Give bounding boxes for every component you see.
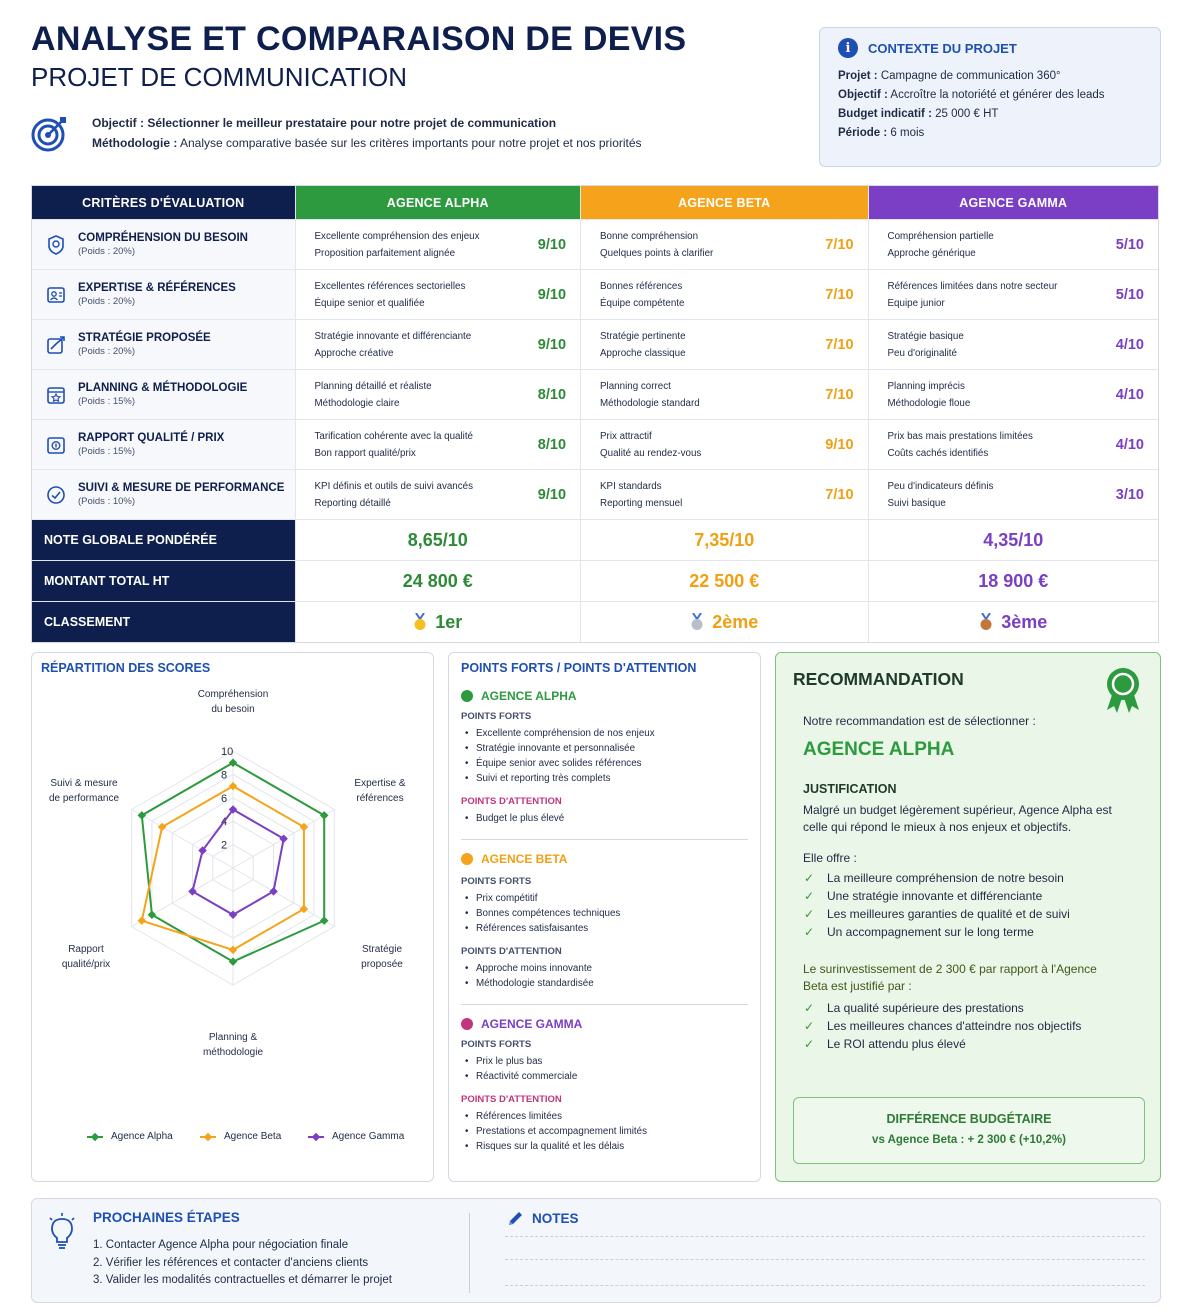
criterion-cell: [32, 470, 296, 519]
context-box: [819, 27, 1161, 167]
alpha-score: 9/10: [537, 336, 567, 353]
radar-series-2: [192, 810, 283, 915]
summary-row-weighted: [32, 520, 1158, 561]
warnings-label: POINTS D'ATTENTION: [461, 796, 562, 807]
page-subtitle: PROJET DE COMMUNICATION: [31, 62, 408, 92]
criterion-name: SUIVI & MESURE DE PERFORMANCE: [78, 482, 285, 494]
axis-label-2: Stratégie proposée: [361, 944, 403, 970]
list-item: • Réactivité commerciale: [461, 1069, 748, 1084]
gamma-points: AGENCE GAMMA POINTS FORTS • Prix le plus bas • Réactivité commerciale POINTS D'ATTENTION • Références limitées • Prestations et accompagnement limités • Risques sur la qualité et les délais: [461, 1017, 748, 1154]
context-title: CONTEXTE DU PROJET: [868, 40, 1017, 56]
summary-label: CLASSEMENT: [32, 602, 296, 642]
points-panel: [448, 652, 761, 1182]
budget-difference-box: [793, 1097, 1145, 1164]
legend-beta-marker: [200, 1132, 216, 1142]
criterion-cell: [32, 320, 296, 369]
radar-title: RÉPARTITION DES SCORES: [41, 661, 211, 675]
expertise-icon: [46, 285, 66, 305]
beta-weighted: 7,35/10: [581, 520, 868, 560]
list-item: ✓ La meilleure compréhension de notre besoin: [801, 869, 1143, 887]
list-item: • Bonnes compétences techniques: [461, 906, 748, 921]
divider: [469, 1213, 470, 1293]
alpha-rank: 1er: [296, 602, 581, 642]
beta-score: 7/10: [825, 236, 854, 253]
alpha-cell: Excellentes références sectorielles Équipe senior et qualifiée 9/10: [296, 270, 582, 319]
performance-icon: [46, 485, 66, 505]
info-icon: i: [838, 38, 858, 58]
next-steps-panel: [31, 1198, 1161, 1303]
planning-icon: [46, 385, 66, 405]
criterion-weight: (Poids : 15%): [78, 446, 136, 457]
criterion-cell: [32, 220, 296, 269]
summary-label: MONTANT TOTAL HT: [32, 561, 296, 601]
radar-point: [229, 946, 237, 954]
strengths-label: POINTS FORTS: [461, 876, 532, 887]
radar-point: [229, 782, 237, 790]
page-title: ANALYSE ET COMPARAISON DE DEVIS: [31, 20, 687, 58]
gamma-cell: Planning imprécis Méthodologie floue 4/10: [887, 380, 1144, 409]
list-item: ✓ La qualité supérieure des prestations: [801, 999, 1143, 1017]
gamma-score: 5/10: [1115, 236, 1144, 253]
bronze-medal-icon: [979, 613, 993, 631]
beta-score: 7/10: [825, 336, 854, 353]
criterion-name: STRATÉGIE PROPOSÉE: [78, 332, 211, 344]
list-item: • Prix compétitif: [461, 891, 748, 906]
criterion-cell: [32, 370, 296, 419]
list-item: • Méthodologie standardisée: [461, 976, 748, 991]
offer-list: [801, 869, 1143, 941]
gamma-score: 3/10: [1115, 486, 1144, 503]
gamma-cell: Peu d'indicateurs définis Suivi basique 3/10: [887, 480, 1144, 509]
radar-point: [300, 823, 308, 831]
quality-price-icon: [46, 435, 66, 455]
alpha-score: 9/10: [537, 236, 567, 253]
gamma-strengths: [461, 1054, 748, 1084]
budget-difference-title: DIFFÉRENCE BUDGÉTAIRE: [886, 1112, 1052, 1126]
radar-point: [229, 758, 237, 766]
radar-point: [138, 916, 146, 924]
gamma-score: 4/10: [1115, 386, 1144, 403]
radar-tick-label: 8: [221, 769, 228, 782]
list-item: ✓ Un accompagnement sur le long terme: [801, 923, 1143, 941]
strengths-label: POINTS FORTS: [461, 711, 532, 722]
legend-beta: Agence Beta: [200, 1131, 281, 1142]
budget-difference-value: vs Agence Beta : + 2 300 € (+10,2%): [872, 1134, 1066, 1146]
beta-cell: Planning correct Méthodologie standard 7/10: [581, 370, 869, 419]
radar-point: [188, 887, 196, 895]
beta-warnings: [461, 961, 748, 991]
axis-label-0: Compréhension du besoin: [197, 689, 269, 715]
next-steps-title: PROCHAINES ÉTAPES: [93, 1210, 240, 1225]
recommendation-title: RECOMMANDATION: [793, 669, 964, 689]
list-item: ✓ Une stratégie innovante et différenciante: [801, 887, 1143, 905]
radar-series-1: [142, 786, 304, 950]
axis-label-1: Expertise & références: [354, 778, 406, 804]
radar-spoke: [233, 868, 334, 927]
radar-point: [269, 887, 277, 895]
pencil-icon: [506, 1210, 524, 1228]
list-item: • Références limitées: [461, 1109, 748, 1124]
gamma-score: 4/10: [1115, 336, 1144, 353]
alpha-score: 9/10: [537, 486, 567, 503]
alpha-score: 8/10: [537, 386, 567, 403]
list-item: • Équipe senior avec solides références: [461, 756, 748, 771]
criterion-name: RAPPORT QUALITÉ / PRIX: [78, 432, 225, 444]
reasons-list: [801, 999, 1143, 1053]
axis-label-3: Planning & méthodologie: [202, 1032, 264, 1058]
understanding-icon: [46, 235, 66, 255]
step-item: 1. Contacter Agence Alpha pour négociation finale: [93, 1239, 349, 1251]
header-beta: AGENCE BETA: [581, 186, 868, 219]
radar-point: [320, 916, 328, 924]
header-criteria: CRITÈRES D'ÉVALUATION: [32, 186, 296, 219]
gamma-rank: 3ème: [869, 602, 1158, 642]
beta-dot-icon: [461, 853, 473, 865]
divider: [461, 839, 748, 840]
alpha-score: 8/10: [537, 436, 567, 453]
justification-text: Malgré un budget légèrement supérieur, Agence Alpha est celle qui répond le mieux à nos enjeux et objectifs.: [803, 803, 1112, 834]
alpha-warnings: [461, 811, 748, 826]
context-row-budget: Budget indicatif : 25 000 € HT: [838, 108, 999, 120]
gamma-cell: Prix bas mais prestations limitées Coûts cachés identifiés 4/10: [887, 430, 1144, 459]
context-row-objective: Objectif : Accroître la notoriété et générer des leads: [838, 89, 1105, 101]
gamma-amount: 18 900 €: [978, 570, 1049, 591]
target-icon: [30, 113, 70, 153]
alpha-strengths: [461, 726, 748, 786]
alpha-score: 9/10: [537, 286, 567, 303]
alpha-cell: Tarification cohérente avec la qualité Bon rapport qualité/prix 8/10: [296, 420, 582, 469]
beta-amount: 22 500 €: [581, 561, 868, 601]
beta-score: 9/10: [825, 436, 854, 453]
alpha-weighted: 8,65/10: [296, 520, 581, 560]
radar-tick-label: 10: [221, 746, 234, 758]
criterion-weight: (Poids : 15%): [78, 396, 136, 407]
list-item: ✓ Les meilleures garanties de qualité et de suivi: [801, 905, 1143, 923]
header-gamma: AGENCE GAMMA: [869, 186, 1158, 219]
gamma-dot-icon: [461, 1018, 473, 1030]
strategy-icon: [46, 335, 66, 355]
axis-label-4: Rapport qualité/prix: [61, 944, 111, 970]
table-row: [32, 470, 1158, 520]
gamma-cell: Compréhension partielle Approche générique 5/10: [887, 230, 1144, 259]
axis-label-5: Suivi & mesure de performance: [48, 778, 120, 804]
gamma-cell: Stratégie basique Peu d'originalité 4/10: [887, 330, 1144, 359]
over-investment-text: Le surinvestissement de 2 300 € par rapport à l'Agence Beta est justifié par :: [803, 962, 1097, 993]
recommendation-panel: [775, 652, 1161, 1182]
legend-alpha-marker: [87, 1132, 103, 1142]
list-item: • Risques sur la qualité et les délais: [461, 1139, 748, 1154]
summary-label: NOTE GLOBALE PONDÉRÉE: [32, 520, 296, 560]
radar-point: [300, 905, 308, 913]
criterion-cell: [32, 270, 296, 319]
gamma-cell: Références limitées dans notre secteur Equipe junior 5/10: [887, 280, 1144, 309]
step-item: 2. Vérifier les références et contacter d'anciens clients: [93, 1256, 369, 1269]
alpha-dot-icon: [461, 690, 473, 702]
alpha-cell: Stratégie innovante et différenciante Approche créative 9/10: [296, 320, 582, 369]
beta-strengths: [461, 891, 748, 936]
warnings-label: POINTS D'ATTENTION: [461, 946, 562, 957]
list-item: • Prestations et accompagnement limités: [461, 1124, 748, 1139]
beta-points: AGENCE BETA POINTS FORTS • Prix compétitif • Bonnes compétences techniques • Références satisfaisantes POINTS D'ATTENTION • Approche moins innovante • Méthodologie standardisée: [461, 852, 748, 991]
notes-line[interactable]: [505, 1285, 1145, 1286]
header-alpha: AGENCE ALPHA: [296, 186, 582, 219]
beta-score: 7/10: [825, 286, 854, 303]
context-row-period: Période : 6 mois: [838, 127, 925, 139]
methodology-line: Méthodologie : Analyse comparative basée sur les critères importants pour notre projet et nos priorités: [92, 136, 642, 150]
criterion-name: PLANNING & MÉTHODOLOGIE: [78, 382, 248, 394]
strengths-label: POINTS FORTS: [461, 1039, 532, 1050]
beta-cell: Bonne compréhension Quelques points à clarifier 7/10: [581, 220, 869, 269]
criterion-weight: (Poids : 20%): [78, 296, 136, 307]
list-item: • Stratégie innovante et personnalisée: [461, 741, 748, 756]
points-title: POINTS FORTS / POINTS D'ATTENTION: [461, 661, 697, 675]
divider: [461, 1004, 748, 1005]
alpha-cell: Planning détaillé et réaliste Méthodologie claire 8/10: [296, 370, 582, 419]
gamma-score: 5/10: [1115, 286, 1144, 303]
objective-line: Objectif : Sélectionner le meilleur prestataire pour notre projet de communication: [92, 116, 557, 130]
silver-medal-icon: [690, 613, 704, 631]
table-row: [32, 270, 1158, 320]
context-row-project: Projet : Campagne de communication 360°: [838, 70, 1061, 82]
recommended-agency: AGENCE ALPHA: [803, 739, 955, 760]
beta-cell: Prix attractif Qualité au rendez-vous 9/10: [581, 420, 869, 469]
gamma-warnings: [461, 1109, 748, 1154]
legend-gamma-marker: [308, 1132, 324, 1142]
beta-rank: 2ème: [581, 602, 868, 642]
step-item: 3. Valider les modalités contractuelles et démarrer le projet: [93, 1274, 392, 1286]
warnings-label: POINTS D'ATTENTION: [461, 1094, 562, 1105]
table-row: [32, 370, 1158, 420]
list-item: • Prix le plus bas: [461, 1054, 748, 1069]
gamma-score: 4/10: [1115, 436, 1144, 453]
table-row: [32, 220, 1158, 270]
notes-line[interactable]: [505, 1236, 1145, 1237]
beta-cell: Bonnes références Équipe compétente 7/10: [581, 270, 869, 319]
offer-label: Elle offre :: [803, 851, 857, 865]
list-item: • Budget le plus élevé: [461, 811, 748, 826]
list-item: • Références satisfaisantes: [461, 921, 748, 936]
justification-title: JUSTIFICATION: [803, 782, 897, 796]
gold-medal-icon: [413, 613, 427, 631]
gamma-weighted: 4,35/10: [983, 529, 1044, 550]
alpha-amount: 24 800 €: [296, 561, 581, 601]
beta-cell: KPI standards Reporting mensuel 7/10: [581, 470, 869, 519]
beta-score: 7/10: [825, 486, 854, 503]
notes-title: NOTES: [532, 1211, 579, 1226]
table-header-row: [32, 186, 1158, 220]
radar-point: [229, 957, 237, 965]
summary-row-ranking: [32, 602, 1158, 642]
beta-cell: Stratégie pertinente Approche classique 7/10: [581, 320, 869, 369]
legend-alpha: Agence Alpha: [87, 1131, 173, 1142]
criterion-name: EXPERTISE & RÉFÉRENCES: [78, 282, 236, 294]
radar-chart: [31, 652, 434, 1182]
radar-tick-label: 6: [221, 792, 228, 805]
table-row: [32, 420, 1158, 470]
next-steps-list: [93, 1237, 392, 1290]
legend-gamma: Agence Gamma: [308, 1131, 404, 1142]
list-item: • Excellente compréhension de nos enjeux: [461, 726, 748, 741]
criterion-weight: (Poids : 10%): [78, 496, 136, 507]
comparison-table: [31, 185, 1159, 643]
radar-point: [320, 811, 328, 819]
lightbulb-icon: [48, 1213, 76, 1251]
list-item: ✓ Le ROI attendu plus élevé: [801, 1035, 1143, 1053]
radar-tick-label: 4: [221, 816, 228, 829]
criterion-weight: (Poids : 20%): [78, 346, 136, 357]
award-rosette-icon: [1103, 666, 1143, 714]
criterion-name: COMPRÉHENSION DU BESOIN: [78, 232, 248, 244]
criterion-cell: [32, 420, 296, 469]
alpha-cell: KPI définis et outils de suivi avancés Reporting détaillé 9/10: [296, 470, 582, 519]
radar-point: [158, 823, 166, 831]
alpha-points: AGENCE ALPHA POINTS FORTS • Excellente compréhension de nos enjeux • Stratégie innovante et personnalisée • Équipe senior avec solides références • Suivi et reporting très complets POINTS D'ATTENTION • Budget le plus élevé: [461, 689, 748, 826]
table-row: [32, 320, 1158, 370]
radar-point: [148, 911, 156, 919]
list-item: • Suivi et reporting très complets: [461, 771, 748, 786]
notes-line[interactable]: [505, 1259, 1145, 1260]
beta-score: 7/10: [825, 386, 854, 403]
list-item: ✓ Les meilleures chances d'atteindre nos objectifs: [801, 1017, 1143, 1035]
radar-point: [279, 835, 287, 843]
list-item: • Approche moins innovante: [461, 961, 748, 976]
summary-row-amount: [32, 561, 1158, 602]
radar-tick-label: 2: [221, 839, 228, 852]
recommendation-intro: Notre recommandation est de sélectionner :: [803, 714, 1036, 728]
criterion-weight: (Poids : 20%): [78, 246, 136, 257]
radar-point: [138, 811, 146, 819]
alpha-cell: Excellente compréhension des enjeux Proposition parfaitement alignée 9/10: [296, 220, 582, 269]
radar-point: [229, 911, 237, 919]
